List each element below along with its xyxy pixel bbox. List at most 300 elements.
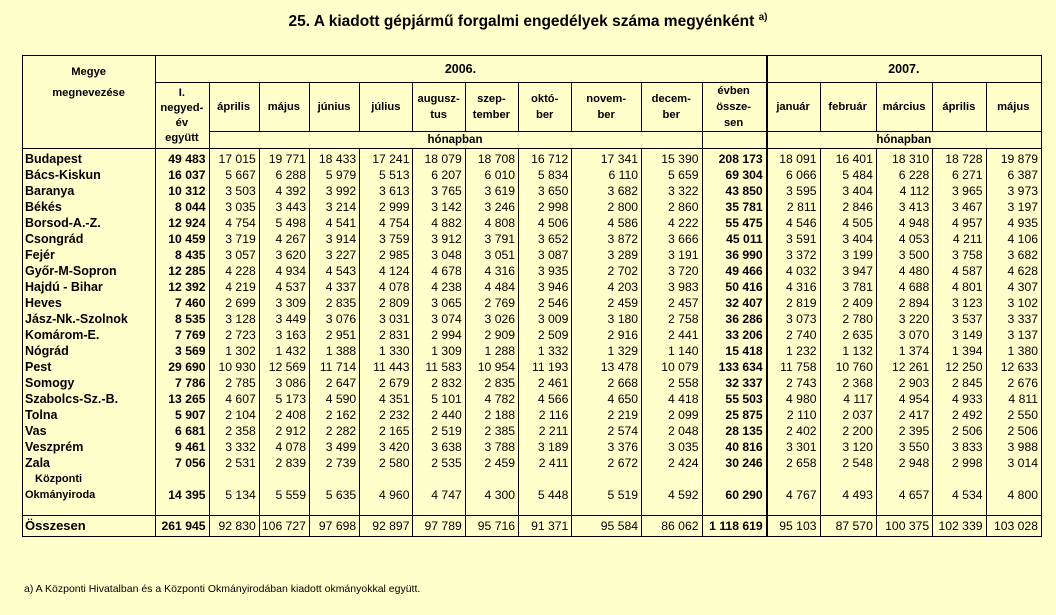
row-value: 36 286 <box>702 311 767 327</box>
row-value: 2 998 <box>933 455 986 471</box>
row-value: 3 973 <box>986 183 1041 199</box>
row-value: 4 078 <box>360 279 413 295</box>
row-value: 7 056 <box>156 455 209 471</box>
row-value: 2 531 <box>209 455 259 471</box>
row-value: 17 241 <box>360 149 413 168</box>
row-value: 2 860 <box>642 199 702 215</box>
row-value: 2 104 <box>209 407 259 423</box>
row-county-name: Veszprém <box>23 439 156 455</box>
table-row <box>23 183 1042 199</box>
row-value: 95 103 <box>767 516 820 537</box>
table-row <box>23 516 1042 537</box>
row-value: 3 682 <box>986 247 1041 263</box>
row-value: 1 118 619 <box>702 516 767 537</box>
table-row <box>23 487 1042 503</box>
row-county-name: Budapest <box>23 149 156 168</box>
row-value: 4 934 <box>259 263 309 279</box>
row-value: 4 933 <box>933 391 986 407</box>
row-value: 3 652 <box>519 231 572 247</box>
row-value: 2 835 <box>309 295 359 311</box>
row-county-name: Hajdú - Bihar <box>23 279 156 295</box>
header-col-8: novem- ber <box>572 83 642 132</box>
row-county-name: Komárom-E. <box>23 327 156 343</box>
row-county-name: Központi <box>23 471 156 487</box>
row-value: 4 228 <box>209 263 259 279</box>
row-value: 86 062 <box>642 516 702 537</box>
row-value: 2 580 <box>360 455 413 471</box>
row-value: 12 250 <box>933 359 986 375</box>
row-value: 2 461 <box>519 375 572 391</box>
row-value-empty <box>572 503 642 516</box>
row-value: 95 716 <box>465 516 518 537</box>
row-value: 87 570 <box>820 516 876 537</box>
row-value: 3 467 <box>933 199 986 215</box>
row-value: 15 390 <box>642 149 702 168</box>
row-value: 15 418 <box>702 343 767 359</box>
row-county-name: Csongrád <box>23 231 156 247</box>
table-row <box>23 215 1042 231</box>
row-value: 1 332 <box>519 343 572 359</box>
row-value: 5 513 <box>360 167 413 183</box>
row-value: 3 128 <box>209 311 259 327</box>
row-value: 8 535 <box>156 311 209 327</box>
title-footnote-mark: a) <box>758 12 768 23</box>
row-value: 4 392 <box>259 183 309 199</box>
row-value: 3 191 <box>642 247 702 263</box>
row-value-empty <box>702 503 767 516</box>
row-value-empty <box>767 471 820 487</box>
row-value: 12 285 <box>156 263 209 279</box>
row-value: 10 930 <box>209 359 259 375</box>
row-value: 4 219 <box>209 279 259 295</box>
row-value: 3 301 <box>767 439 820 455</box>
row-county-name: Vas <box>23 423 156 439</box>
row-value: 17 015 <box>209 149 259 168</box>
row-value: 29 690 <box>156 359 209 375</box>
row-county-name: Fejér <box>23 247 156 263</box>
row-value: 12 924 <box>156 215 209 231</box>
row-value: 4 592 <box>642 487 702 503</box>
row-value: 95 584 <box>572 516 642 537</box>
row-value: 7 460 <box>156 295 209 311</box>
title-text: 25. A kiadott gépjármű forgalmi engedélyek száma megyénként <box>288 13 755 31</box>
row-value: 2 211 <box>519 423 572 439</box>
row-value: 3 035 <box>642 439 702 455</box>
row-value: 30 246 <box>702 455 767 471</box>
row-value-empty <box>642 471 702 487</box>
table-header <box>23 56 1042 149</box>
row-value: 2 647 <box>309 375 359 391</box>
row-value: 3 620 <box>259 247 309 263</box>
table-row <box>23 263 1042 279</box>
row-value: 4 650 <box>572 391 642 407</box>
row-value: 2 509 <box>519 327 572 343</box>
row-value: 4 112 <box>876 183 932 199</box>
row-value: 19 879 <box>986 149 1041 168</box>
row-value: 11 758 <box>767 359 820 375</box>
header-col-11: január <box>767 83 820 132</box>
row-value: 5 834 <box>519 167 572 183</box>
row-value: 4 957 <box>933 215 986 231</box>
row-value: 2 739 <box>309 455 359 471</box>
row-value: 8 435 <box>156 247 209 263</box>
row-value: 3 337 <box>986 311 1041 327</box>
row-value: 11 443 <box>360 359 413 375</box>
row-value: 3 935 <box>519 263 572 279</box>
row-value: 49 466 <box>702 263 767 279</box>
row-value: 3 833 <box>933 439 986 455</box>
row-value: 4 124 <box>360 263 413 279</box>
row-value-empty <box>309 471 359 487</box>
row-value: 2 811 <box>767 199 820 215</box>
header-year-2006: 2006. <box>156 56 767 83</box>
row-value: 2 845 <box>933 375 986 391</box>
table-row <box>23 167 1042 183</box>
row-value: 4 960 <box>360 487 413 503</box>
table-row <box>23 471 1042 487</box>
row-value: 3 372 <box>767 247 820 263</box>
row-value: 3 550 <box>876 439 932 455</box>
row-value: 3 289 <box>572 247 642 263</box>
row-value: 2 358 <box>209 423 259 439</box>
row-value: 3 443 <box>259 199 309 215</box>
row-value: 2 402 <box>767 423 820 439</box>
row-value: 2 785 <box>209 375 259 391</box>
row-value: 3 051 <box>465 247 518 263</box>
row-value: 10 760 <box>820 359 876 375</box>
row-value: 3 682 <box>572 183 642 199</box>
row-value-empty <box>519 471 572 487</box>
row-value: 4 782 <box>465 391 518 407</box>
table-row <box>23 375 1042 391</box>
data-table <box>22 55 1042 537</box>
row-value: 3 988 <box>986 439 1041 455</box>
row-value: 3 073 <box>767 311 820 327</box>
row-value: 18 708 <box>465 149 518 168</box>
row-value: 4 222 <box>642 215 702 231</box>
row-value: 2 999 <box>360 199 413 215</box>
row-value: 69 304 <box>702 167 767 183</box>
row-value: 3 009 <box>519 311 572 327</box>
row-value: 3 500 <box>876 247 932 263</box>
header-col-7: októ- ber <box>519 83 572 132</box>
row-value: 2 459 <box>465 455 518 471</box>
row-value: 1 380 <box>986 343 1041 359</box>
row-value: 3 031 <box>360 311 413 327</box>
row-value: 40 816 <box>702 439 767 455</box>
row-value: 2 676 <box>986 375 1041 391</box>
row-value: 25 875 <box>702 407 767 423</box>
row-value: 6 110 <box>572 167 642 183</box>
row-value: 2 740 <box>767 327 820 343</box>
row-value: 2 658 <box>767 455 820 471</box>
row-value: 6 271 <box>933 167 986 183</box>
row-value: 2 819 <box>767 295 820 311</box>
row-value: 2 459 <box>572 295 642 311</box>
row-county-name: Tolna <box>23 407 156 423</box>
row-value: 3 650 <box>519 183 572 199</box>
row-value-empty <box>519 503 572 516</box>
row-value: 6 387 <box>986 167 1041 183</box>
row-value-empty <box>820 471 876 487</box>
row-value: 3 014 <box>986 455 1041 471</box>
row-value: 261 945 <box>156 516 209 537</box>
row-value: 4 590 <box>309 391 359 407</box>
row-value: 3 180 <box>572 311 642 327</box>
row-value: 6 288 <box>259 167 309 183</box>
table-row <box>23 199 1042 215</box>
row-value: 16 401 <box>820 149 876 168</box>
row-value: 1 388 <box>309 343 359 359</box>
row-value: 2 188 <box>465 407 518 423</box>
row-value: 19 771 <box>259 149 309 168</box>
row-value: 2 668 <box>572 375 642 391</box>
row-value: 3 595 <box>767 183 820 199</box>
row-value: 2 165 <box>360 423 413 439</box>
row-value: 2 846 <box>820 199 876 215</box>
row-value: 3 914 <box>309 231 359 247</box>
row-value: 6 681 <box>156 423 209 439</box>
row-value: 2 780 <box>820 311 876 327</box>
header-county <box>23 56 156 149</box>
row-value: 4 801 <box>933 279 986 295</box>
header-col-13: március <box>876 83 932 132</box>
row-value: 2 546 <box>519 295 572 311</box>
row-value: 3 992 <box>309 183 359 199</box>
row-value: 5 173 <box>259 391 309 407</box>
row-value: 8 044 <box>156 199 209 215</box>
row-value: 2 723 <box>209 327 259 343</box>
row-value-empty <box>259 503 309 516</box>
row-value: 2 110 <box>767 407 820 423</box>
row-value: 5 448 <box>519 487 572 503</box>
row-value-empty <box>572 471 642 487</box>
row-value: 208 173 <box>702 149 767 168</box>
row-value: 5 659 <box>642 167 702 183</box>
row-value: 97 698 <box>309 516 359 537</box>
row-value: 4 587 <box>933 263 986 279</box>
row-value: 2 395 <box>876 423 932 439</box>
header-honapban-2007: hónapban <box>767 132 1042 149</box>
header-col-q1: I. negyed- év együtt <box>156 83 209 149</box>
table-row <box>23 231 1042 247</box>
row-value: 4 484 <box>465 279 518 295</box>
row-value: 4 948 <box>876 215 932 231</box>
row-value: 3 872 <box>572 231 642 247</box>
row-value: 2 368 <box>820 375 876 391</box>
row-value: 4 678 <box>413 263 465 279</box>
row-value: 12 392 <box>156 279 209 295</box>
table-row <box>23 359 1042 375</box>
row-value: 2 506 <box>986 423 1041 439</box>
row-value: 2 441 <box>642 327 702 343</box>
row-value: 3 947 <box>820 263 876 279</box>
row-value-empty <box>933 471 986 487</box>
row-value: 2 548 <box>820 455 876 471</box>
row-value: 4 203 <box>572 279 642 295</box>
row-value: 4 537 <box>259 279 309 295</box>
row-value-empty <box>642 503 702 516</box>
row-value: 3 759 <box>360 231 413 247</box>
row-county-name: Összesen <box>23 516 156 537</box>
row-value: 3 765 <box>413 183 465 199</box>
row-value: 3 499 <box>309 439 359 455</box>
row-value: 1 374 <box>876 343 932 359</box>
header-col-9: decem- ber <box>642 83 702 132</box>
row-value: 91 371 <box>519 516 572 537</box>
row-value: 2 232 <box>360 407 413 423</box>
row-value: 2 200 <box>820 423 876 439</box>
row-value: 2 457 <box>642 295 702 311</box>
row-value: 3 638 <box>413 439 465 455</box>
row-value: 5 559 <box>259 487 309 503</box>
row-value: 5 519 <box>572 487 642 503</box>
row-value: 4 586 <box>572 215 642 231</box>
row-value: 5 101 <box>413 391 465 407</box>
header-col-10: évben össze- sen <box>702 83 767 132</box>
row-value: 4 267 <box>259 231 309 247</box>
row-value-empty <box>465 503 518 516</box>
row-value: 4 747 <box>413 487 465 503</box>
header-col-4: július <box>360 83 413 132</box>
header-col-15: május <box>986 83 1041 132</box>
row-value: 2 699 <box>209 295 259 311</box>
row-value: 3 065 <box>413 295 465 311</box>
row-value: 2 048 <box>642 423 702 439</box>
row-county-name: Jász-Nk.-Szolnok <box>23 311 156 327</box>
row-value: 3 788 <box>465 439 518 455</box>
row-value: 3 070 <box>876 327 932 343</box>
row-value: 2 492 <box>933 407 986 423</box>
row-value: 3 076 <box>309 311 359 327</box>
table-row <box>23 149 1042 168</box>
row-value: 2 679 <box>360 375 413 391</box>
row-value: 18 728 <box>933 149 986 168</box>
row-value-empty <box>986 471 1041 487</box>
row-value: 4 954 <box>876 391 932 407</box>
row-county-name: Borsod-A.-Z. <box>23 215 156 231</box>
row-value: 5 907 <box>156 407 209 423</box>
header-honapban-2006: hónapban <box>209 132 702 149</box>
row-value: 4 078 <box>259 439 309 455</box>
table-row <box>23 343 1042 359</box>
row-value: 3 163 <box>259 327 309 343</box>
row-value: 33 206 <box>702 327 767 343</box>
header-col-14: április <box>933 83 986 132</box>
row-value: 10 312 <box>156 183 209 199</box>
row-value: 4 800 <box>986 487 1041 503</box>
row-value: 3 503 <box>209 183 259 199</box>
row-value: 3 086 <box>259 375 309 391</box>
row-value: 3 120 <box>820 439 876 455</box>
row-county-name: Nógrád <box>23 343 156 359</box>
row-value: 7 786 <box>156 375 209 391</box>
row-value: 2 409 <box>820 295 876 311</box>
table-row <box>23 391 1042 407</box>
row-value: 18 079 <box>413 149 465 168</box>
row-value: 4 543 <box>309 263 359 279</box>
row-value-empty <box>876 503 932 516</box>
row-value: 3 057 <box>209 247 259 263</box>
row-value: 2 635 <box>820 327 876 343</box>
row-value: 2 411 <box>519 455 572 471</box>
row-value: 2 769 <box>465 295 518 311</box>
row-value: 4 607 <box>209 391 259 407</box>
row-value-empty <box>259 471 309 487</box>
row-value-empty <box>209 471 259 487</box>
header-col-5: augusz- tus <box>413 83 465 132</box>
row-value: 45 011 <box>702 231 767 247</box>
row-value: 2 743 <box>767 375 820 391</box>
row-value: 2 099 <box>642 407 702 423</box>
row-value: 97 789 <box>413 516 465 537</box>
row-value: 2 506 <box>933 423 986 439</box>
row-value-empty <box>309 503 359 516</box>
row-value: 3 048 <box>413 247 465 263</box>
row-value: 4 307 <box>986 279 1041 295</box>
row-value: 10 459 <box>156 231 209 247</box>
row-value: 3 214 <box>309 199 359 215</box>
row-value: 11 583 <box>413 359 465 375</box>
row-value: 3 149 <box>933 327 986 343</box>
row-value: 3 322 <box>642 183 702 199</box>
row-value: 2 417 <box>876 407 932 423</box>
row-value: 3 137 <box>986 327 1041 343</box>
row-value: 3 404 <box>820 183 876 199</box>
row-value: 2 985 <box>360 247 413 263</box>
row-value: 2 440 <box>413 407 465 423</box>
row-value: 4 316 <box>465 263 518 279</box>
row-value: 3 720 <box>642 263 702 279</box>
row-value: 6 228 <box>876 167 932 183</box>
row-value: 4 541 <box>309 215 359 231</box>
row-value: 2 219 <box>572 407 642 423</box>
row-value: 2 162 <box>309 407 359 423</box>
row-value-empty <box>933 503 986 516</box>
row-value: 4 566 <box>519 391 572 407</box>
header-col-6: szep- tember <box>465 83 518 132</box>
row-value: 92 830 <box>209 516 259 537</box>
row-value: 2 758 <box>642 311 702 327</box>
row-value: 3 781 <box>820 279 876 295</box>
row-value: 2 702 <box>572 263 642 279</box>
row-value: 2 832 <box>413 375 465 391</box>
row-value: 11 714 <box>309 359 359 375</box>
row-value: 5 134 <box>209 487 259 503</box>
table-row <box>23 503 1042 516</box>
row-value: 92 897 <box>360 516 413 537</box>
row-value: 4 211 <box>933 231 986 247</box>
row-county-name: Okmányiroda <box>23 487 156 503</box>
table-body <box>23 149 1042 537</box>
row-value: 2 903 <box>876 375 932 391</box>
row-value: 3 791 <box>465 231 518 247</box>
row-value: 4 534 <box>933 487 986 503</box>
row-value: 2 037 <box>820 407 876 423</box>
row-value: 50 416 <box>702 279 767 295</box>
row-value-empty <box>413 471 465 487</box>
row-value: 2 998 <box>519 199 572 215</box>
row-value: 3 758 <box>933 247 986 263</box>
row-value: 3 613 <box>360 183 413 199</box>
row-value: 4 106 <box>986 231 1041 247</box>
header-col-12: február <box>820 83 876 132</box>
row-value: 4 657 <box>876 487 932 503</box>
row-value: 4 117 <box>820 391 876 407</box>
row-value-empty <box>702 471 767 487</box>
row-value: 4 506 <box>519 215 572 231</box>
row-value: 2 948 <box>876 455 932 471</box>
